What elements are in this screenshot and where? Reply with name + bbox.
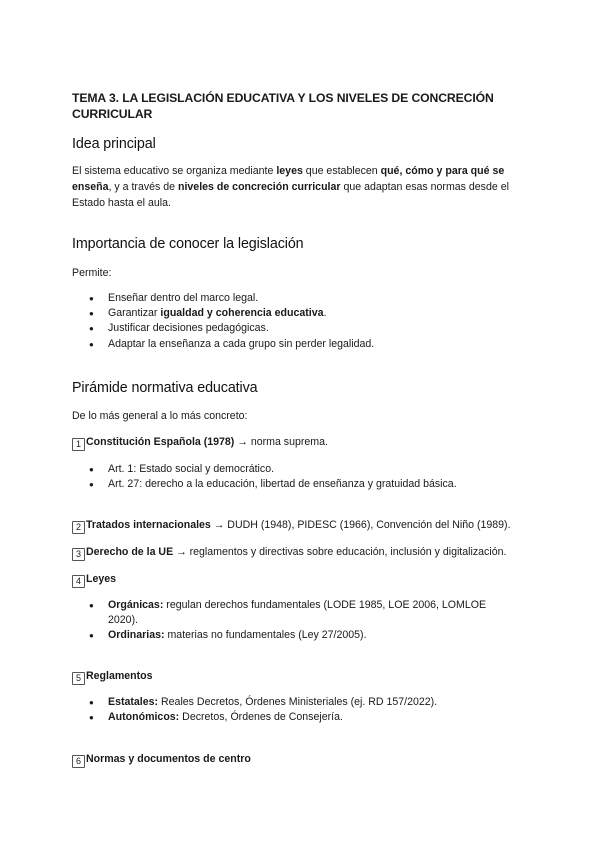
- norm-level-2-title: Tratados internacionales: [86, 519, 211, 531]
- norm-level-5: [72, 669, 542, 685]
- item-text: Reales Decretos, Órdenes Ministeriales (ej. RD 157/2022).: [158, 696, 438, 708]
- list-item: ● Enseñar dentro del marco legal.: [72, 291, 512, 306]
- list-item: ● Art. 27: derecho a la educación, libertad de enseñanza y gratuidad básica.: [72, 477, 512, 492]
- norm-level-3-text: → reglamentos y directivas sobre educación, inclusión y digitalización.: [173, 546, 507, 558]
- idea-text-1: El sistema educativo se organiza mediante: [72, 165, 277, 177]
- norm-level-5-title: Reglamentos: [86, 670, 153, 682]
- importancia-list: [72, 291, 512, 352]
- document-title: TEMA 3. LA LEGISLACIÓN EDUCATIVA Y LOS NIVELES DE CONCRECIÓN CURRICULAR: [72, 91, 494, 121]
- item-text: Decretos, Órdenes de Consejería.: [179, 711, 343, 724]
- list-item: [72, 628, 512, 643]
- idea-paragraph: [72, 163, 542, 211]
- norm-level-2-text: → DUDH (1948), PIDESC (1966), Convención del Niño (1989).: [210, 519, 511, 531]
- list-item: [72, 710, 512, 725]
- heading-importancia: Importancia de conocer la legislación: [72, 236, 304, 252]
- item-text: regulan derechos fundamentales (LODE 1985, LOE 2006, LOMLOE 2020).: [108, 599, 487, 627]
- norm-level-2: [72, 518, 542, 534]
- norm-level-3: [72, 545, 542, 561]
- item-bold: Autonómicos:: [108, 711, 180, 724]
- idea-bold-1: leyes: [276, 165, 303, 177]
- item-bold: igualdad y coherencia educativa: [160, 307, 324, 320]
- heading-idea-principal: Idea principal: [72, 136, 156, 152]
- idea-text-2: que establecen: [302, 165, 381, 177]
- norm-level-3-title: Derecho de la UE: [86, 546, 174, 558]
- norm-level-1-text: → norma suprema.: [234, 436, 328, 448]
- idea-bold-2: qué, cómo y para qué se enseña: [72, 165, 505, 193]
- number-4-icon: 4: [72, 575, 85, 588]
- list-item: ● Adaptar la enseñanza a cada grupo sin perder legalidad.: [72, 337, 512, 352]
- norm-level-5-list: [72, 695, 512, 725]
- item-text: materias no fundamentales (Ley 27/2005).: [164, 629, 367, 642]
- norm-level-4: [72, 572, 542, 588]
- item-text: Garantizar: [108, 307, 161, 320]
- norm-level-4-title: Leyes: [86, 573, 117, 585]
- norm-level-6-title: Normas y documentos de centro: [86, 753, 251, 765]
- number-1-icon: 1: [72, 438, 85, 451]
- list-item: [72, 598, 512, 628]
- idea-text-3: , y a través de: [108, 181, 178, 193]
- list-item: ● Justificar decisiones pedagógicas.: [72, 321, 512, 336]
- idea-bold-3: niveles de concreción curricular: [178, 181, 341, 193]
- piramide-intro: De lo más general a lo más concreto:: [72, 410, 248, 422]
- norm-level-4-list: [72, 598, 512, 644]
- number-5-icon: 5: [72, 672, 85, 685]
- item-bold: Estatales:: [108, 696, 159, 708]
- heading-piramide: Pirámide normativa educativa: [72, 380, 258, 396]
- number-3-icon: 3: [72, 548, 85, 561]
- norm-level-6: [72, 752, 542, 768]
- item-bold: Orgánicas:: [108, 599, 164, 611]
- number-2-icon: 2: [72, 521, 85, 534]
- number-6-icon: 6: [72, 755, 85, 768]
- list-item: ● Art. 1: Estado social y democrático.: [72, 462, 512, 477]
- list-item: [72, 306, 512, 321]
- list-item: [72, 695, 512, 710]
- item-bold: Ordinarias:: [108, 629, 165, 642]
- idea-text-4: que adaptan esas normas desde el Estado hasta el aula.: [72, 181, 509, 209]
- norm-level-1-list: [72, 462, 512, 492]
- norm-level-1-title: Constitución Española (1978): [86, 436, 235, 448]
- norm-level-1: [72, 435, 542, 451]
- importancia-intro: Permite:: [72, 267, 112, 279]
- item-text: .: [323, 307, 327, 320]
